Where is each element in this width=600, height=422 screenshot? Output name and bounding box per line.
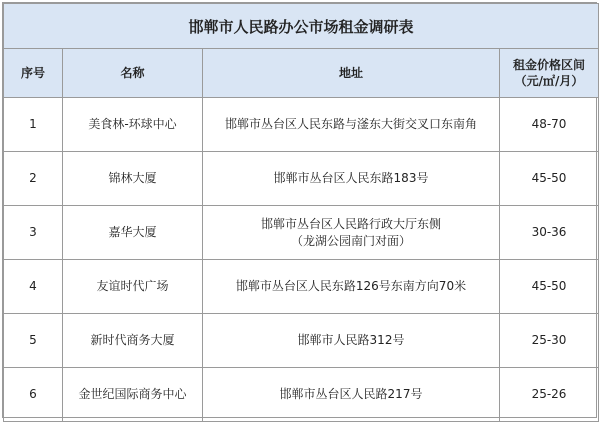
address-line: 邯郸市丛台区人民东路126号东南方向70米	[235, 279, 467, 293]
cell-name: 新时代商务大厦	[63, 314, 203, 368]
table-body	[4, 98, 599, 422]
header-price-line2: （元/㎡/月）	[514, 74, 584, 88]
cell-price: 25-30	[500, 314, 599, 368]
cell-price: 45-50	[500, 260, 599, 314]
cell-address	[203, 314, 500, 368]
cell-price: 48-70	[500, 98, 599, 152]
cell-address	[203, 152, 500, 206]
cell-no: 6	[4, 368, 63, 422]
table-row	[4, 152, 599, 206]
title-row	[4, 4, 599, 49]
cell-no: 4	[4, 260, 63, 314]
header-no: 序号	[4, 49, 63, 98]
cell-name: 锦林大厦	[63, 152, 203, 206]
cell-name: 美食林-环球中心	[63, 98, 203, 152]
header-name: 名称	[63, 49, 203, 98]
address-line: 邯郸市丛台区人民路行政大厅东侧	[260, 216, 441, 231]
table-row	[4, 98, 599, 152]
header-price-line1: 租金价格区间	[513, 58, 586, 72]
table-title: 邯郸市人民路办公市场租金调研表	[4, 4, 599, 49]
address-line: 邯郸市丛台区人民路217号	[279, 387, 423, 401]
table-row	[4, 368, 599, 422]
address-line: （龙湖公园南门对面）	[290, 233, 411, 248]
cell-no: 1	[4, 98, 63, 152]
table-row	[4, 260, 599, 314]
cell-address	[203, 260, 500, 314]
cell-no: 2	[4, 152, 63, 206]
address-line: 邯郸市丛台区人民东路183号	[273, 171, 429, 185]
table-row	[4, 206, 599, 260]
cell-address	[203, 368, 500, 422]
header-row	[4, 49, 599, 98]
rent-survey-table	[3, 3, 599, 422]
cell-price: 45-50	[500, 152, 599, 206]
cell-price: 30-36	[500, 206, 599, 260]
header-address: 地址	[203, 49, 500, 98]
address-line: 邯郸市人民路312号	[297, 333, 405, 347]
cell-name: 友谊时代广场	[63, 260, 203, 314]
cell-price: 25-26	[500, 368, 599, 422]
rent-survey-sheet	[2, 2, 597, 418]
cell-no: 3	[4, 206, 63, 260]
cell-no: 5	[4, 314, 63, 368]
header-price	[500, 49, 599, 98]
address-line: 邯郸市丛台区人民东路与滏东大街交叉口东南角	[224, 117, 477, 131]
cell-address	[203, 98, 500, 152]
cell-address	[203, 206, 500, 260]
cell-name: 金世纪国际商务中心	[63, 368, 203, 422]
table-row	[4, 314, 599, 368]
cell-name: 嘉华大厦	[63, 206, 203, 260]
